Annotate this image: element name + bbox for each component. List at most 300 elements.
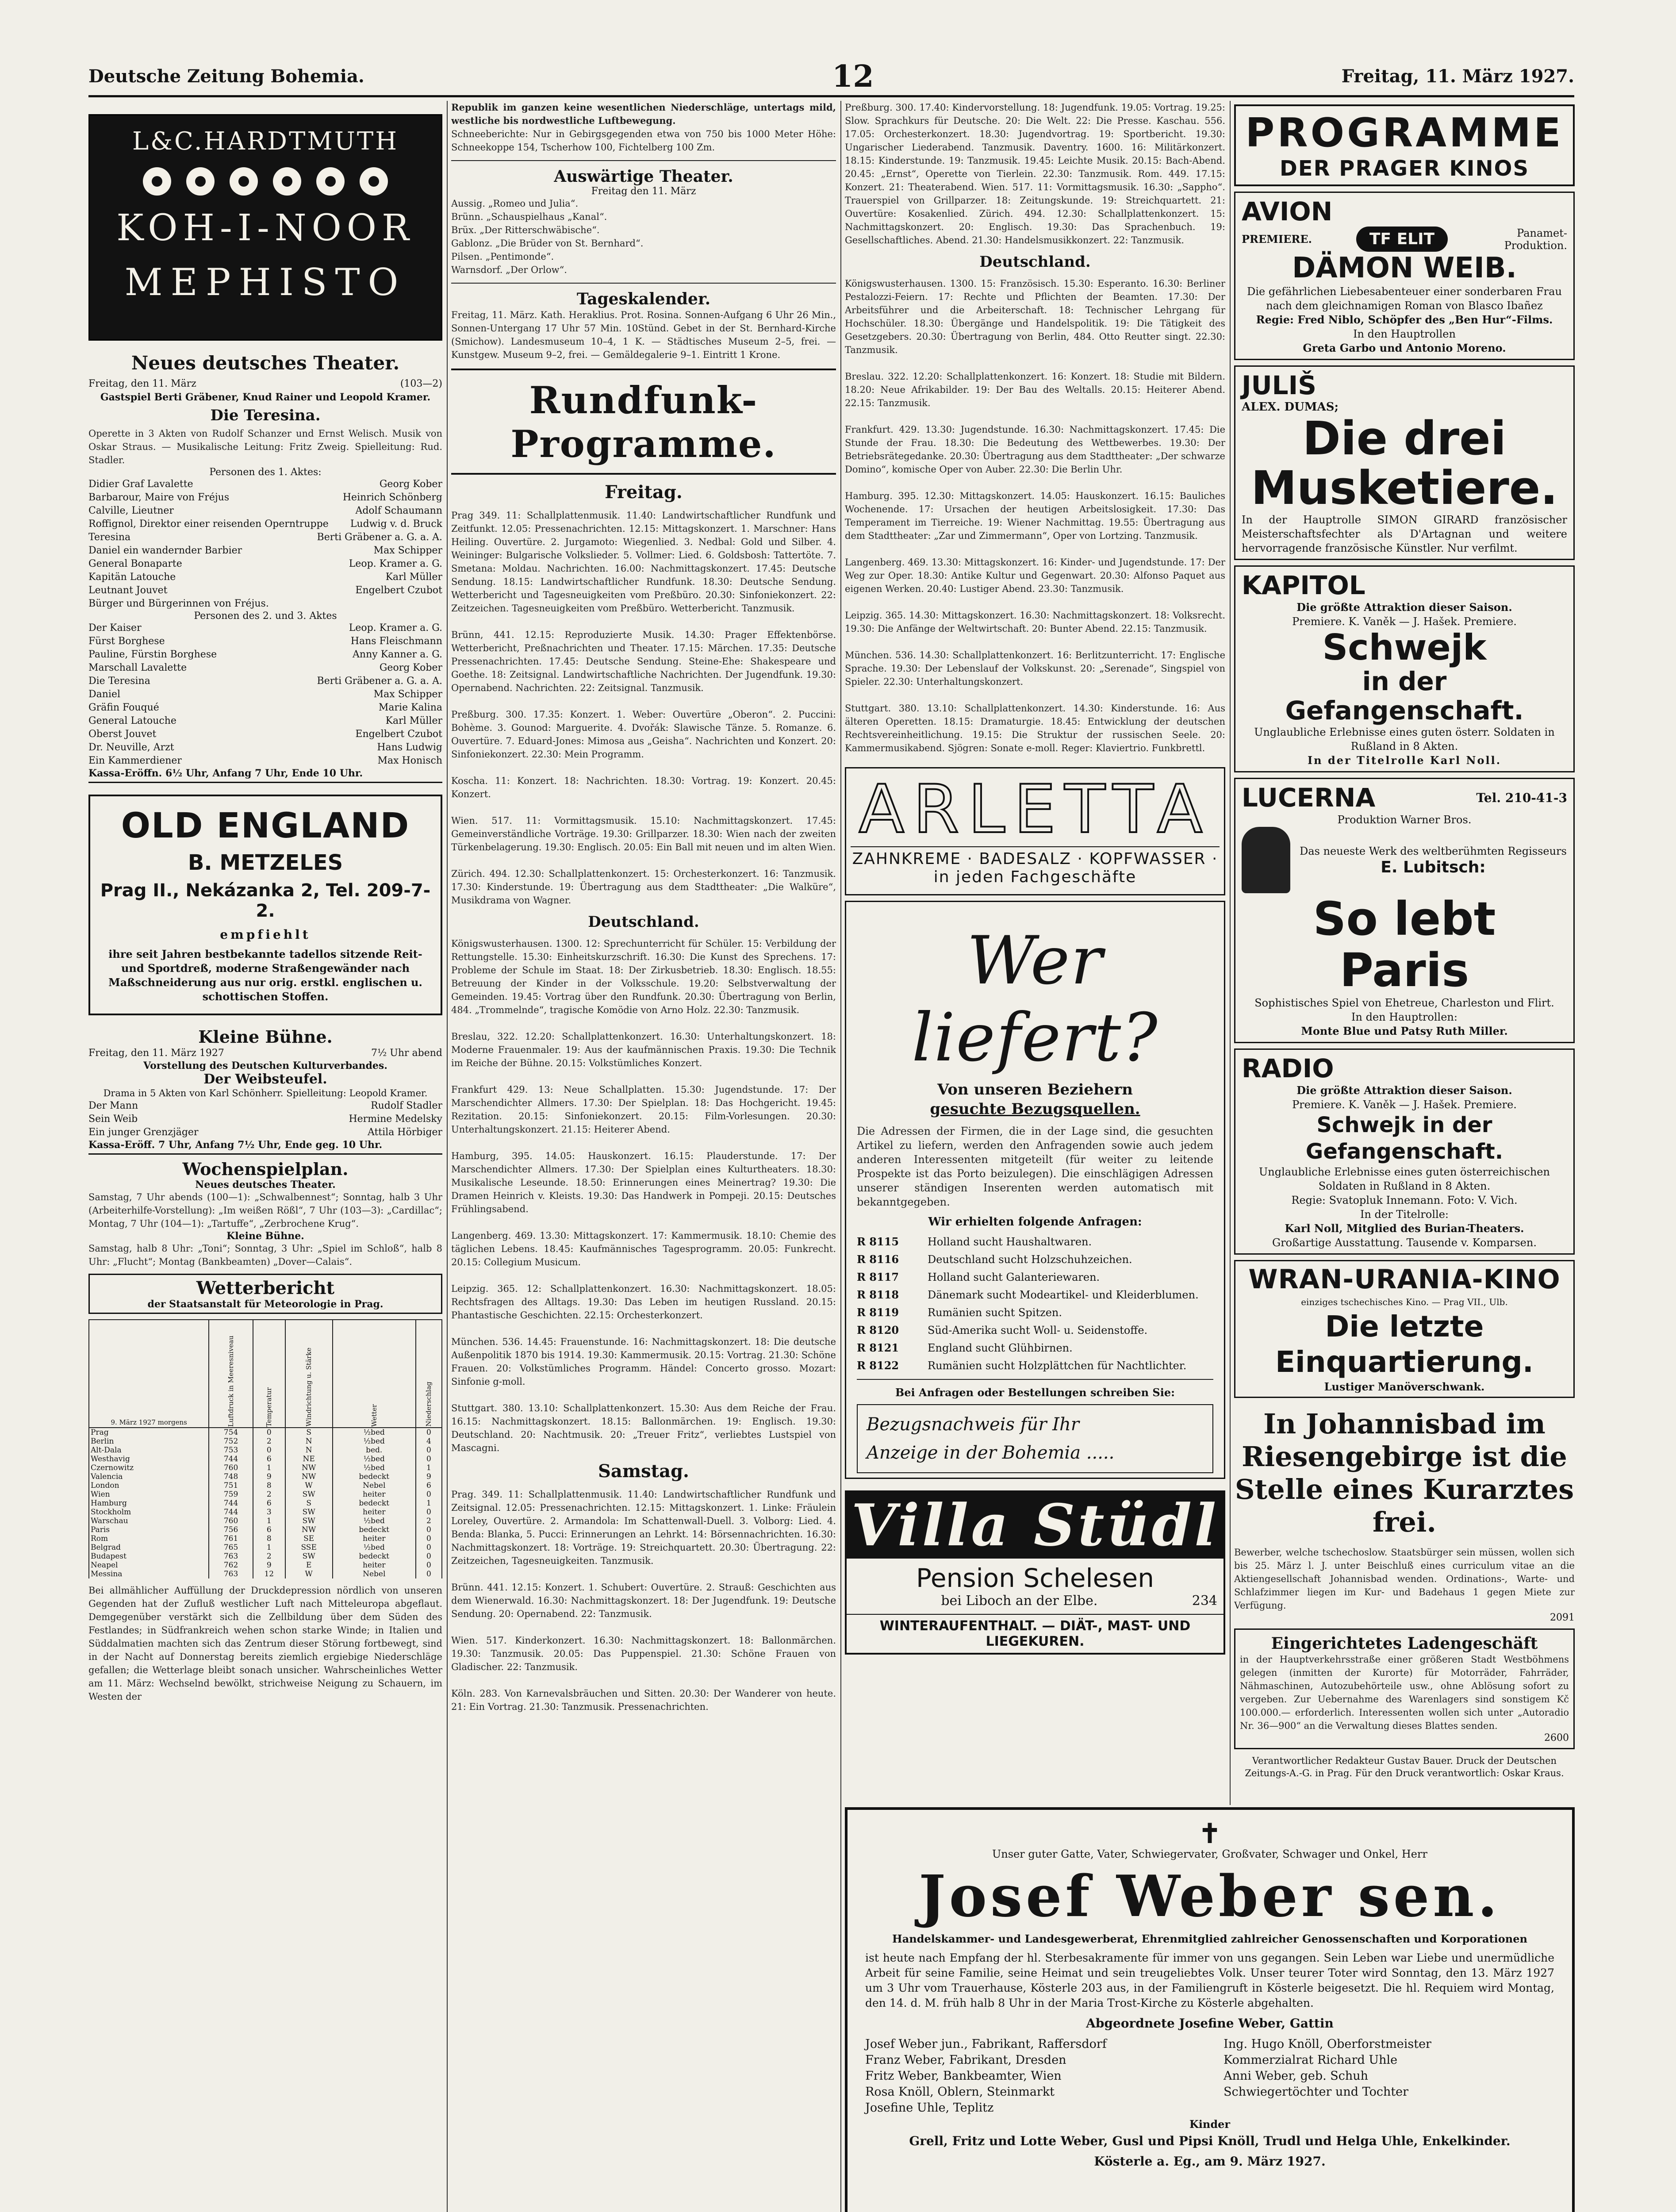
radio-film: Schwejk in der Gefangenschaft. xyxy=(1305,1113,1503,1164)
weather-station: Messina xyxy=(89,1570,209,1578)
cast-row xyxy=(88,478,442,491)
request-code: R 8117 xyxy=(857,1271,899,1283)
lucerna-newest: Das neueste Werk des weltberühmten Regisseurs xyxy=(1300,845,1567,857)
weather-value: heiter xyxy=(333,1508,416,1517)
wochen-kb-title: Kleine Bühne. xyxy=(226,1230,304,1242)
cast-row-role: General Latouche xyxy=(88,715,176,726)
villa-stuedl-ad xyxy=(845,1490,1225,1655)
weather-row xyxy=(89,1517,442,1525)
cast-row xyxy=(88,584,442,597)
cast-list xyxy=(88,478,442,611)
obituary-titles: Handelskammer- und Landesgewerberat, Ehrenmitglied zahlreicher Genossenschaften und Korporationen xyxy=(892,1932,1527,1945)
weather-value: 2 xyxy=(253,1437,285,1446)
cast-row xyxy=(88,544,442,557)
weather-value: 2 xyxy=(253,1490,285,1499)
weather-value: 754 xyxy=(209,1428,253,1437)
cast-row xyxy=(88,597,442,611)
laden-ad xyxy=(1234,1628,1575,1749)
cast-row xyxy=(88,741,442,754)
weather-value: 760 xyxy=(209,1517,253,1525)
radio-desc: Die größte Attraktion dieser Saison. xyxy=(1296,1084,1512,1097)
radio-continued: Preßburg. 300. 17.40: Kindervorstellung. 18: Jugendfunk. 19.05: Vortrag. 19.25: Slow. Sprachkurs für Deutsche. 20: Die Welt. 22: Die Presse. Kaschau. 556. 17.05: Orchesterkonzert. 18.30: Jugendvortrag. 19: Sportbericht. 19.30: Ungarischer Liederabend. Tanzmusik. Daventry. 1600. 16: Militärkonzert. 18.15: Kinderstunde. 19: Tanzmusik. 19.45: Leichte Musik. 20.15: Bach-Abend. 20.45: „Ernst“, Operette von Tierlein. 22.30: Tanzmusik. Rom. 449. 17.15: Konzert. 21: Theaterabend. Wien. 517. 11: Vormittagsmusik. 16.30: „Sappho“. Trauerspiel von Grillparzer. 18: Zeitungskunde. 19: Streichquartett. 21: Ouvertüre: Kosakenlied. Zürich. 494. 12.30: Schallplattenkonzert. 15: Nachmittagskonzert. 20: Englisch. 19.30: Das Sprachenbuch. 19: Gesellschaftliches. Abend. 21.30: Handelsmusikkonzert. 22: Tanzmusik. xyxy=(845,102,1225,246)
kleine-buehne-cast xyxy=(88,1099,442,1139)
request-code: R 8119 xyxy=(857,1306,899,1319)
weather-value: 3 xyxy=(253,1508,285,1517)
weather-value: 0 xyxy=(416,1552,442,1561)
radio-name: RADIO xyxy=(1242,1053,1334,1083)
request-item xyxy=(857,1235,1213,1249)
weather-station: Prag xyxy=(89,1428,209,1437)
weather-row xyxy=(89,1561,442,1570)
cast-row xyxy=(88,1126,442,1139)
wer-liefert-foot: Bei Anfragen oder Bestellungen schreiben Sie: xyxy=(895,1386,1175,1399)
kleine-buehne-desc: Drama in 5 Akten von Karl Schönherr. Spielleitung: Leopold Kramer. xyxy=(103,1088,428,1098)
request-code: R 8120 xyxy=(857,1324,899,1336)
deutschland-friday: Königswusterhausen. 1300. 12: Sprechunterricht für Schüler. 15: Verbildung der Rettungstelle. 15.30: Einheitskurzschrift. 16.30: Die Kunst des Sprechens. 17: Probleme der Schule im Staat. 18: Der Zirkusbetrieb. 18.30: Englisch. 18.55: Betreuung der Kinder in der Volksschule. 19.20: Selbstverwaltung der Gemeinden. 19.45: Vortrag über den Rundfunk. 20.30: Übertragung von Berlin, 484. „Trommelnde“, tragische Komödie von Arno Holz. 22.30: Tanzmusik. Breslau, 322. 12.20: Schallplattenkonzert. 16.30: Unterhaltungskonzert. 18: Moderne Frauenmaler. 19: Aus der kaufmännischen Praxis. 19.30: Die Technik im Reiche der Bühne. 20.15: Volkstümliches Konzert. Frankfurt 429. 13: Neue Schallplatten. 15.30: Jugendstunde. 17: Der Marschendichter Allmers. 17.30: Der Spielplan. 18: Das Hochgericht. 19.45: Rezitation. 20.15: Sinfoniekonzert. 20.15: Film-Vorlesungen. 20.30: Unterhaltungskonzert. 21.15: Heiterer Abend. Hamburg, 395. 14.05: Hauskonzert. 16.15: Plauderstunde. 17: Der Marschendichter Allmers. 17.30: Der Spielplan eines Kulturtheaters. 18.30: Musikalische Leseunde. 18.50: Erinnerungen eines Meinertrag? 19.30: Die Dramen Heinrich v. Kleists. 19.30: Das Handwerk in Pompeji. 20.15: Deutsches Frühlingsabend. Langenberg. 469. 13.30: Mittagskonzert. 17: Kammermusik. 18.10: Chemie des täglichen Lebens. 18.45: Kaufmännisches Tagesprogramm. 20.05: Funkrecht. 20.15: Collegium Musicum. Leipzig. 365. 12: Schallplattenkonzert. 16.30: Nachmittagskonzert. 18.05: Rechtsfragen des Alltags. 19.30: Das Leben im heutigen Russland. 20.15: Phantastische Geschichten. 22.15: Orchesterkonzert. München. 536. 14.45: Frauenstunde. 16: Nachmittagskonzert. 18: Die deutsche Außenpolitik 1870 bis 1914. 19.30: Kammermusik. 20.15: Vortrag. 21.30: Schöne Frauen. 20: Volkstümliches Programm. Händel: Concerto grosso. Mozart: Sinfonie g-moll. Stuttgart. 380. 13.10: Schallplattenkonzert. 15.30: Aus dem Reiche der Frau. 16.15: Nachmittagskonzert. 18.15: Ballonmärchen. 19: Englisch. 19.30: Deutschland. 20: Nachtmusik. 20: „Treuer Fritz“, verliebtes Lustspiel von Mascagni. xyxy=(451,938,836,1453)
cast-row-actor: Engelbert Czubot xyxy=(355,729,442,740)
auswaertige-date: Freitag den 11. März xyxy=(591,186,696,197)
weather-value: 763 xyxy=(209,1552,253,1561)
lucerna-prod: Produktion Warner Bros. xyxy=(1337,814,1472,826)
avion-logo: TF ELIT xyxy=(1356,227,1448,252)
request-text: Süd-Amerika sucht Woll- u. Seidenstoffe. xyxy=(928,1324,1148,1336)
weather-station: Czernowitz xyxy=(89,1463,209,1472)
radio-regie: Regie: Svatopluk Innemann. Foto: V. Vich. xyxy=(1291,1194,1518,1206)
cast-row xyxy=(88,635,442,648)
laden-title: Eingerichtetes Ladengeschäft xyxy=(1271,1634,1538,1653)
request-text: England sucht Glühbirnen. xyxy=(928,1342,1073,1354)
cast-row-role: Daniel ein wandernder Barbier xyxy=(88,545,242,556)
cast-row xyxy=(88,688,442,701)
weather-station: Hamburg xyxy=(89,1499,209,1508)
weather-value: bedeckt xyxy=(333,1552,416,1561)
wer-liefert-title: Wer liefert? xyxy=(912,922,1158,1076)
page-number: 12 xyxy=(832,58,874,94)
rundfunk-day-friday: Freitag. xyxy=(605,482,683,503)
deutschland-title: Deutschland. xyxy=(588,913,699,931)
kleine-buehne-vorstellung: Vorstellung des Deutschen Kulturverbandes. xyxy=(143,1060,387,1071)
weather-value: ½bed xyxy=(333,1428,416,1437)
cast-row-role: Pauline, Fürstin Borghese xyxy=(88,649,217,660)
weather-date-header: 9. März 1927 morgens xyxy=(89,1320,209,1428)
cast-row-role: Ein junger Grenzjäger xyxy=(88,1127,199,1138)
cast-row-role: Der Kaiser xyxy=(88,622,142,634)
radio-sub: Unglaubliche Erlebnisse eines guten österreichischen Soldaten in Rußland in 8 Akten. xyxy=(1259,1166,1550,1192)
request-item xyxy=(857,1306,1213,1320)
cast-row-actor: Marie Kalina xyxy=(378,702,442,713)
weather-value: Nebel xyxy=(333,1481,416,1490)
obituary xyxy=(845,1807,1575,2212)
deutschland-saturday: Königswusterhausen. 1300. 15: Französisch. 15.30: Esperanto. 16.30: Berliner Pestalozzi-Feiern. 17: Rechte und Pflichten der Beamten. 17.30: Der Arbeitsführer und die Arbeiterschaft. 18: Technischer Lehrgang für Hochschüler. 18.30: Übergänge und Handelspolitik. 19: Die Tätigkeit des Gesetzgebers. 20.30: Übertragung von Berlin, 484. Otto Reutter singt. 22.30: Tanzmusik. Breslau. 322. 12.20: Schallplattenkonzert. 16: Konzert. 18: Studie mit Bildern. 18.20: Neue Afrikabilder. 19: Der Bau des Weltalls. 20.15: Heiterer Abend. 22.15: Tanzmusik. Frankfurt. 429. 13.30: Jugendstunde. 16.30: Nachmittagskonzert. 17.45: Die Stunde der Frau. 18.30: Die Bedeutung des Wettbewerbes. 19.30: Der Betriebsrätegedanke. 20.30: Übertragung aus dem Stadttheater: „Der schwarze Domino“, komische Oper von Auber. 22.30: Die Berlin Uhr. Hamburg. 395. 12.30: Mittagskonzert. 14.05: Hauskonzert. 16.15: Bauliches Wochenende. 17: Ursachen der heutigen Arbeitslosigkeit. 17.30: Das Temperament im Tierreiche. 19: Wiener Nachmittag. 19.55: Übertragung aus dem Stadttheater: „Zar und Zimmermann“, Oper von Lortzing. Tanzmusik. Langenberg. 469. 13.30: Mittagskonzert. 16: Kinder- und Jugendstunde. 17: Der Weg zur Oper. 18.30: Antike Kultur und Gegenwart. 20.30: Alfonso Paquet aus eigenen Werken. 20.40: Lustiger Abend. 23.30: Tanzmusik. Leipzig. 365. 14.30: Mittagskonzert. 16.30: Nachmittagskonzert. 18: Volksrecht. 19.30: Die Anfänge der Weltwirtschaft. 20: Bunter Abend. 22.15: Tanzmusik. München. 536. 14.30: Schallplattenkonzert. 16: Berlitzunterricht. 17: Englische Sprache. 19.30: Der Lebenslauf der Volkskunst. 20: „Serenade“, Singspiel von Spieler. 22.30: Unterhaltungskonzert. Stuttgart. 380. 13.10: Schallplattenkonzert. 14.30: Kinderstunde. 16: Aus älteren Operetten. 18.15: Dramaturgie. 18.45: Entwicklung der deutschen Rechtsvereinheitlichung. 19.15: Die Struktur der russischen Seele. 20: Kammermusikabend. Sjögren: Sonate e-moll. Reger: Klaviertrio. Funkbrettl. xyxy=(845,278,1225,753)
theatre-listing: Gablonz. „Die Brüder von St. Bernhard“. xyxy=(451,238,644,249)
cast-row-role: Marschall Lavalette xyxy=(88,662,187,673)
theatre-listing: Brünn. „Schauspielhaus „Kanal“. xyxy=(451,211,607,222)
theatre-listing: Pilsen. „Pentimonde“. xyxy=(451,251,554,262)
obituary-intro: Unser guter Gatte, Vater, Schwiegervater, Großvater, Schwager und Onkel, Herr xyxy=(992,1848,1427,1860)
radio-extra: Großartige Ausstattung. Tausende v. Komparsen. xyxy=(1272,1237,1537,1249)
schneeberichte: Schneeberichte: Nur in Gebirgsgegenden etwa von 750 bis 1000 Meter Höhe: Schneekoppe 154, Tscherhow 100, Fichtelberg 100 Zm. xyxy=(451,129,836,153)
weather-value: E xyxy=(285,1561,333,1570)
kleine-buehne-play: Der Weibsteufel. xyxy=(203,1071,327,1087)
arletta-name: ARLETTA xyxy=(859,771,1212,848)
cast-row-actor: Max Schipper xyxy=(373,689,442,700)
weather-value: ½bed xyxy=(333,1455,416,1463)
header-rule xyxy=(88,95,1574,97)
weather-value: 0 xyxy=(416,1455,442,1463)
weather-station: Alt-Dala xyxy=(89,1446,209,1455)
weather-value: 0 xyxy=(253,1428,285,1437)
cast-row-actor: Rudolf Stadler xyxy=(371,1100,442,1111)
wer-liefert-sub2: gesuchte Bezugsquellen. xyxy=(930,1100,1140,1118)
weather-value: 0 xyxy=(416,1561,442,1570)
weather-value: SW xyxy=(285,1508,333,1517)
weather-value: 12 xyxy=(253,1570,285,1578)
cast-row-actor: Heinrich Schönberg xyxy=(342,492,442,503)
request-item xyxy=(857,1252,1213,1267)
masthead-name: Deutsche Zeitung Bohemia. xyxy=(88,66,364,87)
theatre-listing: Brüx. „Der Ritterschwäbische“. xyxy=(451,225,600,235)
cast-row-role: Oberst Jouvet xyxy=(88,729,157,740)
weather-station: Neapel xyxy=(89,1561,209,1570)
weather-column-header: Niederschlag xyxy=(416,1320,442,1428)
weather-value: 1 xyxy=(253,1543,285,1552)
mourner: Rosa Knöll, Oblern, Steinmarkt xyxy=(865,2085,1055,2099)
cast-row xyxy=(88,728,442,741)
cast-row-role: Dr. Neuville, Arzt xyxy=(88,742,174,753)
weather-value: W xyxy=(285,1481,333,1490)
column-rule xyxy=(1230,101,1231,1805)
rundfunk-friday: Prag 349. 11: Schallplattenmusik. 11.40: Landwirtschaftlicher Rundfunk und Zeitfunkt. 12.05: Pressenachrichten. 12.15: Mittagskonzert. 1. Marschner: Hans Heiling. Ouvertüre. 2. Jurgamoto: Wiegenlied. 3. Nedbal: Gold und Silber. 4. Weininger: Bulgarische Volkslieder. 5. Vollmer: Lied. 6. Goldsbosh: Tattertöte. 7. Smetana: Moldau. Nachrichten. 16.00: Nachmittagskonzert. 17.45: Deutsche Sendung. 18.15: Landwirtschaftlicher Rundfunk. 18.30: Deutsche Sendung. Wetterbericht und Tagesneuigkeiten vom Preßbüro. 20.30: Sinfoniekonzert. 22: Zeitzeichen. Tagesneuigkeiten vom Preßbüro. Wetterbericht. Tanzmusik. Brünn, 441. 12.15: Reproduzierte Musik. 14.30: Prager Effektenbörse. Wetterbericht, Preßnachrichten und Theater. 17.15: Märchen. 17.35: Deutsche Pressenachrichten. 17.45: Deutsche Sendung. Steine-Ehe: Shakespeare und Goethe. 18: Zeitsignal. Landwirtschaftliche Nachrichten. Der Jugendfunk. 19.30: Opernabend. Nachrichten. 22: Zeitsignal. Tanzmusik. Preßburg. 300. 17.35: Konzert. 1. Weber: Ouvertüre „Oberon“. 2. Puccini: Bohème. 3. Gounod: Marguerite. 4. Dvořák: Slawische Tänze. 5. Romanze. 6. Ouvertüre. 7. Eduard-Jones: Mimosa aus „Geisha“. Nachrichten und Konzert. 20: Sinfoniekonzert. 22.30: Mein Programm. Koscha. 11: Konzert. 18: Nachrichten. 18.30: Vortrag. 19: Konzert. 20.45: Konzert. Wien. 517. 11: Vormittagsmusik. 15.10: Nachmittagskonzert. 17.45: Gemeinverständliche Vorträge. 19.30: Grillparzer. 18.30: Wien nach der zweiten Türkenbelagerung. 19.30: Englisch. 20.05: Ein Ball mit neuen und im alten Wien. Zürich. 494. 12.30: Schallplattenkonzert. 15: Orchesterkonzert. 16: Tanzmusik. 17.30: Kinderstunde. 19: Übertragung aus dem Stadttheater: „Die Walküre“, Musikdrama von Wagner. xyxy=(451,510,836,906)
cast-row xyxy=(88,571,442,584)
cast-row-role: Roffignol, Direktor einer reisenden Operntruppe xyxy=(88,518,329,530)
request-text: Dänemark sucht Modeartikel- und Kleiderblumen. xyxy=(928,1289,1199,1301)
weather-value: 6 xyxy=(253,1525,285,1534)
weather-row xyxy=(89,1437,442,1446)
weather-station: Rom xyxy=(89,1534,209,1543)
cast-row-role: Die Teresina xyxy=(88,676,150,687)
lantern-icon xyxy=(1242,827,1290,893)
theatre-play: Die Teresina. xyxy=(210,407,321,424)
cast-row xyxy=(88,1113,442,1126)
weather-row xyxy=(89,1534,442,1543)
hardtmuth-line2: KOH-I-NOOR xyxy=(116,207,414,249)
mourner: Ing. Hugo Knöll, Oberforstmeister xyxy=(1223,2037,1431,2051)
wran-film: Die letzte Einquartierung. xyxy=(1275,1310,1534,1379)
old-england-recommends: empfiehlt xyxy=(220,927,311,942)
weather-station: Valencia xyxy=(89,1472,209,1481)
handwritten-sample xyxy=(857,1404,1213,1473)
cast-row-role: Leutnant Jouvet xyxy=(88,585,168,596)
weather-value: bedeckt xyxy=(333,1525,416,1534)
lucerna-stars: Monte Blue und Patsy Ruth Miller. xyxy=(1301,1025,1508,1037)
old-england-address: Prag II., Nekázanka 2, Tel. 209-7-2. xyxy=(100,880,431,921)
cast-row xyxy=(88,622,442,635)
request-list xyxy=(857,1235,1213,1373)
cast-row xyxy=(88,491,442,504)
cast-row-actor: Georg Kober xyxy=(379,662,442,673)
weather-station: Warschau xyxy=(89,1517,209,1525)
wochen-title: Wochenspielplan. xyxy=(182,1159,349,1179)
cast-row-actor: Hermine Medelsky xyxy=(349,1114,442,1125)
cast-row-actor: Leop. Kramer a. G. xyxy=(349,622,442,634)
request-text: Holland sucht Haushaltwaren. xyxy=(928,1236,1092,1248)
weather-station: Belgrad xyxy=(89,1543,209,1552)
hardtmuth-ad xyxy=(88,114,442,341)
weather-station: Paris xyxy=(89,1525,209,1534)
weather-value: NW xyxy=(285,1463,333,1472)
hardtmuth-ornament xyxy=(90,167,441,196)
column-3 xyxy=(845,101,1225,1805)
julis-film-1: Die drei xyxy=(1302,411,1507,465)
villa-phone: 234 xyxy=(1192,1593,1217,1609)
request-item xyxy=(857,1270,1213,1284)
auswaertige-list xyxy=(451,197,836,276)
weather-value: ½bed xyxy=(333,1463,416,1472)
julis-author: ALEX. DUMAS; xyxy=(1242,400,1339,414)
programme-sub: DER PRAGER KINOS xyxy=(1279,156,1530,181)
kleine-buehne-time: 7½ Uhr abend xyxy=(371,1048,442,1059)
lucerna-director: E. Lubitsch: xyxy=(1381,858,1486,876)
tageskalender-text: Freitag, 11. März. Kath. Heraklius. Prot. Rosina. Sonnen-Aufgang 6 Uhr 26 Min., Sonnen-Untergang 17 Uhr 57 Min. 10Stünd. Gebet in der St. Bernhard-Kirche (Smichow). Landesmuseum 10–4, 1 K. — Städtisches Museum 2–5, frei. — Kunstgew. Museum 9–2, frei. — Gemäldegalerie 9–1. Eintritt 1 Krone. xyxy=(451,310,836,360)
cast-row-actor: Hans Fleischmann xyxy=(350,636,442,647)
cast-row xyxy=(88,661,442,675)
request-text: Holland sucht Galanteriewaren. xyxy=(928,1271,1100,1283)
weather-value: S xyxy=(285,1428,333,1437)
weather-table xyxy=(88,1319,442,1578)
request-code: R 8121 xyxy=(857,1341,899,1354)
page-header xyxy=(88,60,1574,93)
weather-value: heiter xyxy=(333,1490,416,1499)
weather-row xyxy=(89,1463,442,1472)
weather-value: bedeckt xyxy=(333,1499,416,1508)
weather-value: 2 xyxy=(416,1517,442,1525)
weather-value: N xyxy=(285,1446,333,1455)
column-2 xyxy=(451,101,836,2212)
weather-station: London xyxy=(89,1481,209,1490)
weather-value: ½bed xyxy=(333,1517,416,1525)
weather-value: 4 xyxy=(416,1437,442,1446)
cast-row-role: Kapitän Latouche xyxy=(88,572,176,583)
lucerna-roles: In den Hauptrollen: xyxy=(1351,1011,1457,1023)
radio-ad xyxy=(1234,1048,1575,1255)
weather-column-header: Temperatur xyxy=(253,1320,285,1428)
johannisbad-code: 2091 xyxy=(1550,1612,1575,1623)
lucerna-tel: Tel. 210-41-3 xyxy=(1476,790,1567,805)
weather-value: 1 xyxy=(416,1499,442,1508)
kapitol-premiere: Premiere. K. Vaněk — J. Hašek. Premiere. xyxy=(1292,615,1517,628)
weather-value: ½bed xyxy=(333,1437,416,1446)
weather-column-header: Windrichtung u. Stärke xyxy=(285,1320,333,1428)
kleine-buehne-date: Freitag, den 11. März 1927 xyxy=(88,1048,224,1059)
weather-value: SSE xyxy=(285,1543,333,1552)
johannisbad-title: In Johannisbad im Riesengebirge ist die Stelle eines Kurarztes frei. xyxy=(1235,1408,1574,1538)
weather-value: 765 xyxy=(209,1543,253,1552)
cast-row-role: Didier Graf Lavalette xyxy=(88,479,193,490)
old-england-desc: ihre seit Jahren bestbekannte tadellos sitzende Reit- und Sportdreß, moderne Straßengewänder nach Maßschneiderung aus nur orig. erstkl. englischen u. schottischen Stoffen. xyxy=(108,948,422,1003)
column-rule xyxy=(840,101,841,2212)
request-code: R 8122 xyxy=(857,1359,899,1372)
cast-row-role: Gräfin Fouqué xyxy=(88,702,159,713)
cast-row xyxy=(88,675,442,688)
cast-row-actor: Berti Gräbener a. G. a. A. xyxy=(317,532,442,543)
cast-row xyxy=(88,714,442,728)
cast-row xyxy=(88,648,442,661)
weather-value: 744 xyxy=(209,1508,253,1517)
weather-value: 0 xyxy=(416,1508,442,1517)
imprint: Verantwortlicher Redakteur Gustav Bauer. Druck der Deutschen Zeitungs-A.-G. in Prag. Für den Druck verantwortlich: Oskar Kraus. xyxy=(1245,1755,1564,1778)
weather-value: 6 xyxy=(416,1481,442,1490)
weather-value: 0 xyxy=(416,1446,442,1455)
request-text: Rumänien sucht Holzplättchen für Nachtlichter. xyxy=(928,1359,1187,1372)
weather-continued: Republik im ganzen keine wesentlichen Niederschläge, untertags mild, westliche bis nordwestliche Luftbewegung. xyxy=(451,102,836,126)
kleine-buehne-times: Kassa-Eröff. 7 Uhr, Anfang 7½ Uhr, Ende geg. 10 Uhr. xyxy=(88,1139,442,1155)
weather-value: 0 xyxy=(253,1446,285,1455)
cast-row-actor: Max Schipper xyxy=(373,545,442,556)
theatre-date: Freitag, den 11. März xyxy=(88,378,196,389)
weather-value: SW xyxy=(285,1552,333,1561)
cast-row-role: Bürger und Bürgerinnen von Fréjus. xyxy=(88,598,269,609)
weather-value: 744 xyxy=(209,1455,253,1463)
weather-text: Bei allmählicher Auffüllung der Druckdepression nördlich von unseren Gegenden hat der Zufluß westlicher Luft nach Mitteleuropa abgeflaut. Demgegenüber verstärkt sich die Zellbildung über dem Süden des Festlandes; in Südfrankreich wehen schon starke Winde; in Italien und Süddalmatien machten sich das Zentrum dieser Störung fortbewegt, sind in der Nacht auf Donnerstag bereits ziemlich ergiebige Niederschläge gefallen; die Wetterlage bleibt sonach unsicher. Wahrscheinliches Wetter am 11. März: Wechselnd bewölkt, strichweise Neigung zu Schauern, im Westen der xyxy=(88,1585,442,1702)
weather-value: 761 xyxy=(209,1534,253,1543)
weather-value: 8 xyxy=(253,1481,285,1490)
wer-liefert-intro: Die Adressen der Firmen, die in der Lage sind, die gesuchten Artikel zu liefern, werden den Anfragenden sowie auch jedem anderen Interessenten mitgeteilt (für weiter zu leitende Prospekte ist das Porto beizulegen). Die einschlägigen Adressen unserer ständigen Inserenten werden automatisch mit bekanntgegeben. xyxy=(857,1125,1213,1208)
rundfunk-title: Rundfunk-Programme. xyxy=(510,378,777,466)
weather-value: heiter xyxy=(333,1561,416,1570)
weather-station: Berlin xyxy=(89,1437,209,1446)
wer-liefert-sub1: Von unseren Beziehern xyxy=(937,1081,1133,1098)
cast-row-role: Sein Weib xyxy=(88,1114,138,1125)
lucerna-ad xyxy=(1234,778,1575,1043)
weather-row xyxy=(89,1543,442,1552)
weather-value: 0 xyxy=(416,1428,442,1437)
cast-heading-2: Personen des 2. und 3. Aktes xyxy=(194,611,337,622)
weather-value: W xyxy=(285,1570,333,1578)
wer-liefert-head: Wir erhielten folgende Anfragen: xyxy=(928,1215,1142,1229)
lucerna-film: So lebt Paris xyxy=(1313,892,1496,997)
old-england-owner: B. METZELES xyxy=(188,850,343,875)
cast-row-actor: Berti Gräbener a. G. a. A. xyxy=(317,676,442,687)
programme-header xyxy=(1234,104,1575,186)
mourner: Anni Weber, geb. Schuh xyxy=(1223,2069,1369,2083)
mourner: Kommerzialrat Richard Uhle xyxy=(1223,2053,1398,2067)
kapitol-film-1: Schwejk xyxy=(1322,627,1487,668)
weather-value: 762 xyxy=(209,1561,253,1570)
weather-value: 760 xyxy=(209,1463,253,1472)
weather-value: 753 xyxy=(209,1446,253,1455)
villa-title: Villa Stüdl xyxy=(847,1492,1223,1559)
weather-value: 752 xyxy=(209,1437,253,1446)
julis-film-2: Musketiere. xyxy=(1251,461,1558,515)
wetter-title: Wetterbericht xyxy=(196,1278,335,1298)
weather-station: Westhavig xyxy=(89,1455,209,1463)
wochen-kb-text: Samstag, halb 8 Uhr: „Toni“; Sonntag, 3 Uhr: „Spiel im Schloß“, halb 8 Uhr: „Flucht“; Montag (Bankbeamten) „Dover—Calais“. xyxy=(88,1243,442,1267)
avion-stars: Greta Garbo und Antonio Moreno. xyxy=(1303,342,1506,354)
lucerna-name: LUCERNA xyxy=(1242,783,1376,813)
weather-value: SE xyxy=(285,1534,333,1543)
theatre-listing: Warnsdorf. „Der Orlow“. xyxy=(451,265,567,275)
wochen-sub: Neues deutsches Theater. xyxy=(195,1179,336,1190)
avion-desc: Die gefährlichen Liebesabenteuer einer sonderbaren Frau nach dem gleichnamigen Roman von Blasco Ibañez xyxy=(1247,285,1562,312)
obituary-grandchildren: Grell, Fritz und Lotte Weber, Gusl und Pipsi Knöll, Trudl und Helga Uhle, Enkelkinder. xyxy=(909,2134,1511,2148)
weather-value: bedeckt xyxy=(333,1472,416,1481)
cast-row-actor: Attila Hörbiger xyxy=(367,1127,442,1138)
weather-value: heiter xyxy=(333,1534,416,1543)
cast-list-2 xyxy=(88,622,442,768)
weather-value: SW xyxy=(285,1490,333,1499)
villa-pension: Pension Schelesen xyxy=(916,1563,1154,1593)
weather-value: Nebel xyxy=(333,1570,416,1578)
mourner: Josefine Uhle, Teplitz xyxy=(865,2101,994,2115)
request-text: Rumänien sucht Spitzen. xyxy=(928,1306,1062,1319)
weather-value: ½bed xyxy=(333,1543,416,1552)
cast-row-role: Fürst Borghese xyxy=(88,636,165,647)
weather-value: 0 xyxy=(416,1534,442,1543)
theatre-credits: Operette in 3 Akten von Rudolf Schanzer und Ernst Welisch. Musik von Oskar Straus. — Musikalische Leitung: Fritz Zweig. Spielleitung: Rud. Stadler. xyxy=(88,428,442,465)
request-code: R 8118 xyxy=(857,1288,899,1301)
weather-value: 9 xyxy=(416,1472,442,1481)
request-item xyxy=(857,1323,1213,1337)
weather-value: 763 xyxy=(209,1570,253,1578)
weather-value: 0 xyxy=(416,1525,442,1534)
wer-liefert-box xyxy=(845,901,1225,1479)
weather-station: Wien xyxy=(89,1490,209,1499)
villa-place: bei Liboch an der Elbe. 234 xyxy=(847,1593,1223,1609)
weather-value: 2 xyxy=(253,1552,285,1561)
wochen-text: Samstag, 7 Uhr abends (100—1): „Schwalbennest“; Sonntag, halb 3 Uhr (Arbeiterhilfe-Vorstellung): „Im weißen Rößl“, 7 Uhr (103—3): „Cardillac“; Montag, 7 Uhr (104—1): „Tartuffe“, „Zerbrochene Krug“. xyxy=(88,1192,442,1229)
cast-row-role: Calville, Lieutner xyxy=(88,505,174,516)
cast-row-actor: Anny Kanner a. G. xyxy=(353,649,442,660)
avion-producer: Panamet-Produktion. xyxy=(1504,227,1567,252)
weather-row xyxy=(89,1490,442,1499)
arletta-line: ZAHNKREME · BADESALZ · KOPFWASSER · in jeden Fachgeschäfte xyxy=(851,846,1220,886)
handwritten-line-1: Bezugsnachweis für Ihr xyxy=(867,1414,1079,1435)
wetter-header xyxy=(88,1274,442,1314)
obituary-text: ist heute nach Empfang der hl. Sterbesakramente für immer von uns gegangen. Sein Leben war Liebe und unermüdliche Arbeit für seine Familie, seine Heimat und sein treugeliebtes Volk. Unser teurer Toter wird Sonntag, den 13. März 1927 um 3 Uhr vom Trauerhause, Kösterle 203 aus, in der Familiengruft in Kösterle beigesetzt. Die hl. Requiem wird Montag, den 14. d. M. früh halb 8 Uhr in der Maria Trost-Kirche zu Kösterle abgehalten. xyxy=(865,1951,1554,2009)
weather-value: 8 xyxy=(253,1534,285,1543)
request-code: R 8116 xyxy=(857,1253,899,1266)
laden-text: in der Hauptverkehrsstraße einer größeren Stadt Westböhmens gelegen (inmitten der Kurorte) für Motorräder, Fahrräder, Nähmaschinen, Autozubehörteile usw., ohne Ablösung sofort zu vergeben. Zur Uebernahme des Warenlagers sind sonstigem Kč 100.000.— erforderlich. Interessenten wollen sich unter „Autoradio Nr. 36—900“ an die Verwaltung dieses Blattes senden. xyxy=(1240,1654,1569,1731)
handwritten-line-2: Anzeige in der Bohemia ..... xyxy=(867,1443,1115,1463)
julis-ad xyxy=(1234,365,1575,560)
request-text: Deutschland sucht Holzschuhzeichen. xyxy=(928,1253,1132,1266)
avion-premiere: PREMIERE. xyxy=(1242,233,1312,246)
cast-row-actor: Georg Kober xyxy=(379,479,442,490)
weather-value: NW xyxy=(285,1525,333,1534)
weather-value: N xyxy=(285,1437,333,1446)
weather-value: 751 xyxy=(209,1481,253,1490)
weather-row xyxy=(89,1499,442,1508)
deutschland-title-2: Deutschland. xyxy=(979,253,1091,271)
cast-row xyxy=(88,531,442,544)
column-1 xyxy=(88,101,442,2212)
request-item xyxy=(857,1341,1213,1355)
weather-value: 748 xyxy=(209,1472,253,1481)
weather-value: 0 xyxy=(416,1490,442,1499)
cross-icon: ✝ xyxy=(1198,1818,1221,1849)
kleine-buehne-date-row xyxy=(88,1047,442,1060)
wran-sub: einziges tschechisches Kino. — Prag VII., Ulb. xyxy=(1301,1297,1508,1307)
weather-row xyxy=(89,1455,442,1463)
avion-name: AVION xyxy=(1242,196,1333,227)
mourners-right xyxy=(1223,2036,1554,2116)
weather-value: 1 xyxy=(253,1463,285,1472)
kapitol-desc: Die größte Attraktion dieser Saison. xyxy=(1296,601,1512,614)
cast-row-actor: Leop. Kramer a. G. xyxy=(349,558,442,569)
cast-row-role: Daniel xyxy=(88,689,121,700)
issue-date: Freitag, 11. März 1927. xyxy=(1341,66,1574,87)
weather-station: Budapest xyxy=(89,1552,209,1561)
